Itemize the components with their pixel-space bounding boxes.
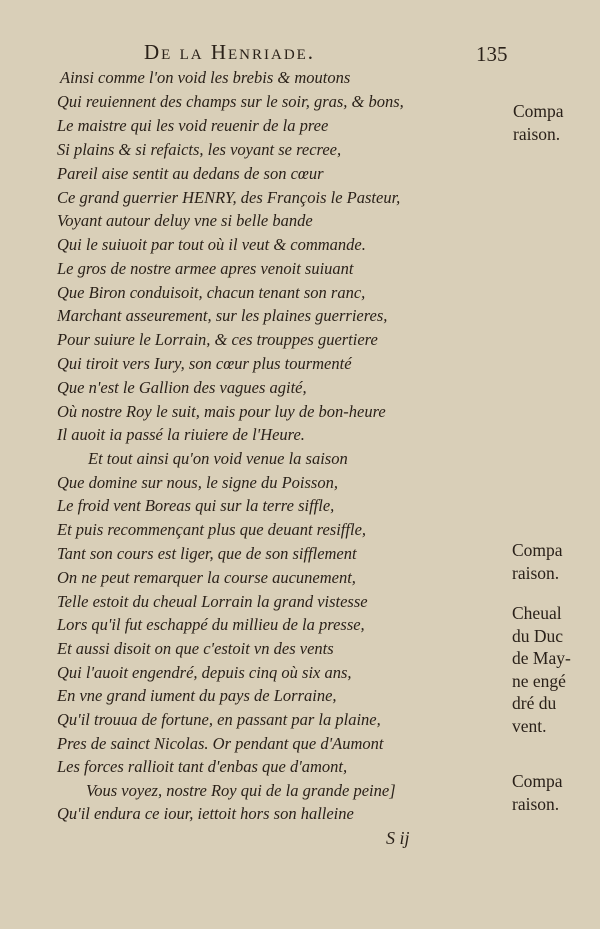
verse-line: Que domine sur nous, le signe du Poisson, <box>57 473 338 492</box>
verse-line: Vous voyez, nostre Roy qui de la grande peine] <box>86 781 396 800</box>
signature-mark: S ij <box>386 828 410 848</box>
verse-line: Lors qu'il fut eschappé du millieu de la presse, <box>57 615 365 634</box>
verse-line: Qui tiroit vers Iury, son cœur plus tourmenté <box>57 354 352 373</box>
verse-line: Le froid vent Boreas qui sur la terre siffle, <box>57 496 335 515</box>
verse-line: Que Biron conduisoit, chacun tenant son ranc, <box>57 283 366 302</box>
page-number: 135 <box>476 42 508 66</box>
verse-line: Qu'il trouua de fortune, en passant par la plaine, <box>57 710 381 729</box>
verse-line: Marchant asseurement, sur les plaines guerrieres, <box>57 306 388 325</box>
running-title: De la Henriade. <box>144 40 316 64</box>
verse-line: Pour suiure le Lorrain, & ces trouppes guertiere <box>57 330 378 349</box>
margin-note-comparaison: Compa raison. <box>512 771 563 814</box>
margin-note-comparaison: Compa raison. <box>513 101 564 144</box>
verse-line: Ce grand guerrier HENRY, des François le Pasteur, <box>57 188 401 207</box>
verse-line: Où nostre Roy le suit, mais pour luy de bon-heure <box>57 402 386 421</box>
verse-line: Pareil aise sentit au dedans de son cœur <box>57 164 324 183</box>
verse-line: Qui le suiuoit par tout où il veut & commande. <box>57 235 366 254</box>
margin-note-cheual: Cheual du Duc de May- ne engé dré du vent. <box>512 603 571 736</box>
verse-line: Qu'il endura ce iour, iettoit hors son halleine <box>57 804 354 823</box>
verse-line: En vne grand iument du pays de Lorraine, <box>57 686 337 705</box>
verse-line: Et puis recommençant plus que deuant resiffle, <box>57 520 367 539</box>
verse-line: On ne peut remarquer la course aucunement, <box>57 568 356 587</box>
verse-line: Le gros de nostre armee apres venoit suiuant <box>57 259 354 278</box>
verse-line: Que n'est le Gallion des vagues agité, <box>57 378 307 397</box>
verse-line: Il auoit ia passé la riuiere de l'Heure. <box>57 425 305 444</box>
verse-line: Et aussi disoit on que c'estoit vn des vents <box>57 639 334 658</box>
verse-line: Ainsi comme l'on void les brebis & moutons <box>60 68 351 87</box>
margin-note-comparaison: Compa raison. <box>512 540 563 583</box>
verse-line: Telle estoit du cheual Lorrain la grand vistesse <box>57 592 368 611</box>
verse-line: Les forces rallioit tant d'enbas que d'amont, <box>57 757 348 776</box>
verse-line: Pres de sainct Nicolas. Or pendant que d'Aumont <box>57 734 384 753</box>
verse-line: Le maistre qui les void reuenir de la pree <box>57 116 329 135</box>
verse-line: Voyant autour deluy vne si belle bande <box>57 211 313 230</box>
verse-line: Qui l'auoit engendré, depuis cinq où six ans, <box>57 663 352 682</box>
verse-line: Qui reuiennent des champs sur le soir, gras, & bons, <box>57 92 404 111</box>
verse-line: Et tout ainsi qu'on void venue la saison <box>88 449 348 468</box>
verse-line: Si plains & si refaicts, les voyant se recree, <box>57 140 342 159</box>
verse-line: Tant son cours est liger, que de son sifflement <box>57 544 357 563</box>
